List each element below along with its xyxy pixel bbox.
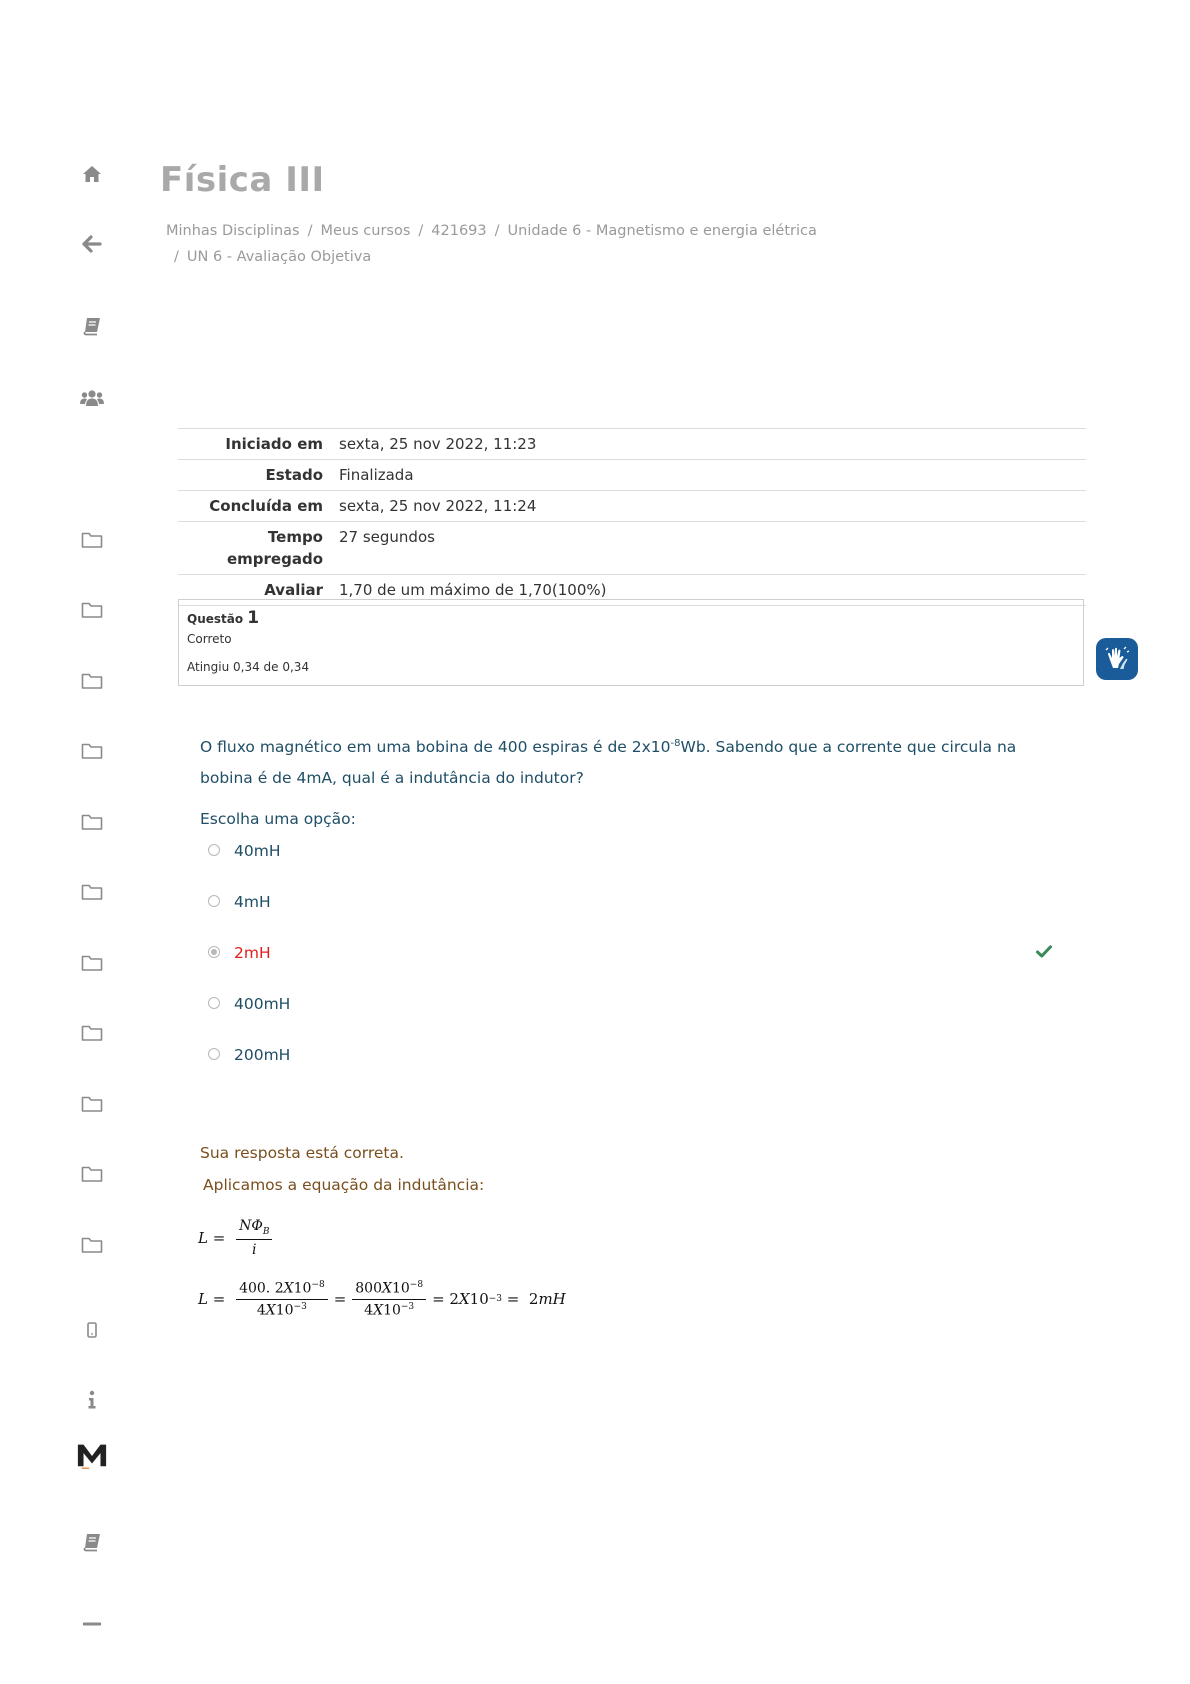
breadcrumb-item[interactable]: Minhas Disciplinas (166, 223, 300, 239)
radio-button[interactable] (208, 895, 220, 907)
breadcrumb-item[interactable]: Meus cursos (320, 223, 411, 239)
folder-icon[interactable] (76, 526, 108, 554)
answer-label: 400mH (234, 995, 291, 1013)
question-text-exponent: -8 (670, 738, 681, 749)
answer-option[interactable] (208, 889, 1068, 940)
folder-icon[interactable] (76, 949, 108, 977)
inductance-formula: L = $\frac{N\Phi_B}{i}$ (198, 1218, 278, 1258)
row-label: Concluída em (209, 497, 323, 515)
info-icon[interactable] (76, 1386, 108, 1414)
answer-option[interactable] (208, 838, 1068, 889)
table-row (178, 429, 1086, 460)
question-number (187, 608, 1075, 628)
question-text (200, 728, 1070, 794)
row-value: sexta, 25 nov 2022, 11:23 (339, 435, 537, 453)
accessibility-sign-language-button[interactable] (1096, 638, 1138, 680)
question-info-box (178, 599, 1084, 686)
attempt-summary-table (178, 428, 1086, 606)
hands-icon (1104, 646, 1130, 672)
question-text-part: Wb. Sabendo que a corrente que circula na bobina é de 4mA, qual é a indutância do indutor? (200, 738, 1017, 788)
radio-button[interactable] (208, 997, 220, 1009)
feedback-explanation: Aplicamos a equação da indutância: (203, 1176, 485, 1194)
back-arrow-icon[interactable] (76, 230, 108, 258)
choose-option-prompt: Escolha uma opção: (200, 810, 356, 828)
check-icon (1036, 944, 1052, 962)
feedback-result: Sua resposta está correta. (200, 1144, 404, 1162)
question-label: Questão (187, 612, 244, 626)
feedback (200, 1144, 1070, 1194)
breadcrumb-item[interactable]: Unidade 6 - Magnetismo e energia elétrica (507, 223, 817, 239)
row-value: 27 segundos (339, 528, 435, 546)
row-value: sexta, 25 nov 2022, 11:24 (339, 497, 537, 515)
folder-icon[interactable] (76, 808, 108, 836)
inductance-calculation: L = $\frac{400. 2X10^{-8}}{4X10^{-3}}$ = $\frac{800X10^{-8}}{4X10^{-3}}$ = 2 X 10 −3 = 2 mH (198, 1280, 566, 1319)
row-label: Avaliar (264, 581, 323, 599)
folder-icon[interactable] (76, 596, 108, 624)
radio-button-checked[interactable] (208, 946, 220, 958)
book-icon[interactable] (76, 1528, 108, 1556)
answer-options (208, 838, 1068, 1093)
minus-icon[interactable] (76, 1610, 108, 1638)
answer-label: 40mH (234, 842, 281, 860)
mobile-icon[interactable] (76, 1316, 108, 1344)
table-row (178, 522, 1086, 575)
users-icon[interactable] (76, 384, 108, 412)
moodle-logo[interactable] (76, 1438, 108, 1472)
answer-label: 2mH (234, 944, 271, 962)
question-text-part: O fluxo magnético em uma bobina de 400 espiras é de 2x10 (200, 738, 671, 757)
folder-icon[interactable] (76, 1160, 108, 1188)
answer-option[interactable] (208, 991, 1068, 1042)
row-value: Finalizada (339, 466, 414, 484)
home-icon[interactable] (76, 160, 108, 188)
row-label: Estado (265, 466, 323, 484)
page-title: Física III (160, 160, 325, 200)
row-label: Tempo empregado (226, 528, 323, 568)
question-grade: Atingiu 0,34 de 0,34 (187, 660, 310, 674)
table-row (178, 460, 1086, 491)
folder-icon[interactable] (76, 878, 108, 906)
folder-icon[interactable] (76, 1090, 108, 1118)
breadcrumb-item[interactable]: 421693 (431, 223, 487, 239)
folder-icon[interactable] (76, 667, 108, 695)
answer-option-selected[interactable] (208, 940, 1068, 991)
row-label: Iniciado em (225, 435, 323, 453)
folder-icon[interactable] (76, 1019, 108, 1047)
answer-option[interactable] (208, 1042, 1068, 1093)
breadcrumb: Minhas Disciplinas / Meus cursos / 421693 / Unidade 6 - Magnetismo e energia elétrica / UN 6 - Avaliação Objetiva (166, 223, 817, 265)
breadcrumb-item[interactable]: UN 6 - Avaliação Objetiva (186, 249, 372, 265)
answer-label: 4mH (234, 893, 271, 911)
book-icon[interactable] (76, 312, 108, 340)
folder-icon[interactable] (76, 1231, 108, 1259)
table-row (178, 491, 1086, 522)
question-number-value: 1 (247, 608, 260, 628)
answer-label: 200mH (234, 1046, 291, 1064)
folder-icon[interactable] (76, 737, 108, 765)
question-state: Correto (187, 632, 232, 646)
radio-button[interactable] (208, 1048, 220, 1060)
radio-button[interactable] (208, 844, 220, 856)
row-value: 1,70 de um máximo de 1,70(100%) (339, 581, 607, 599)
